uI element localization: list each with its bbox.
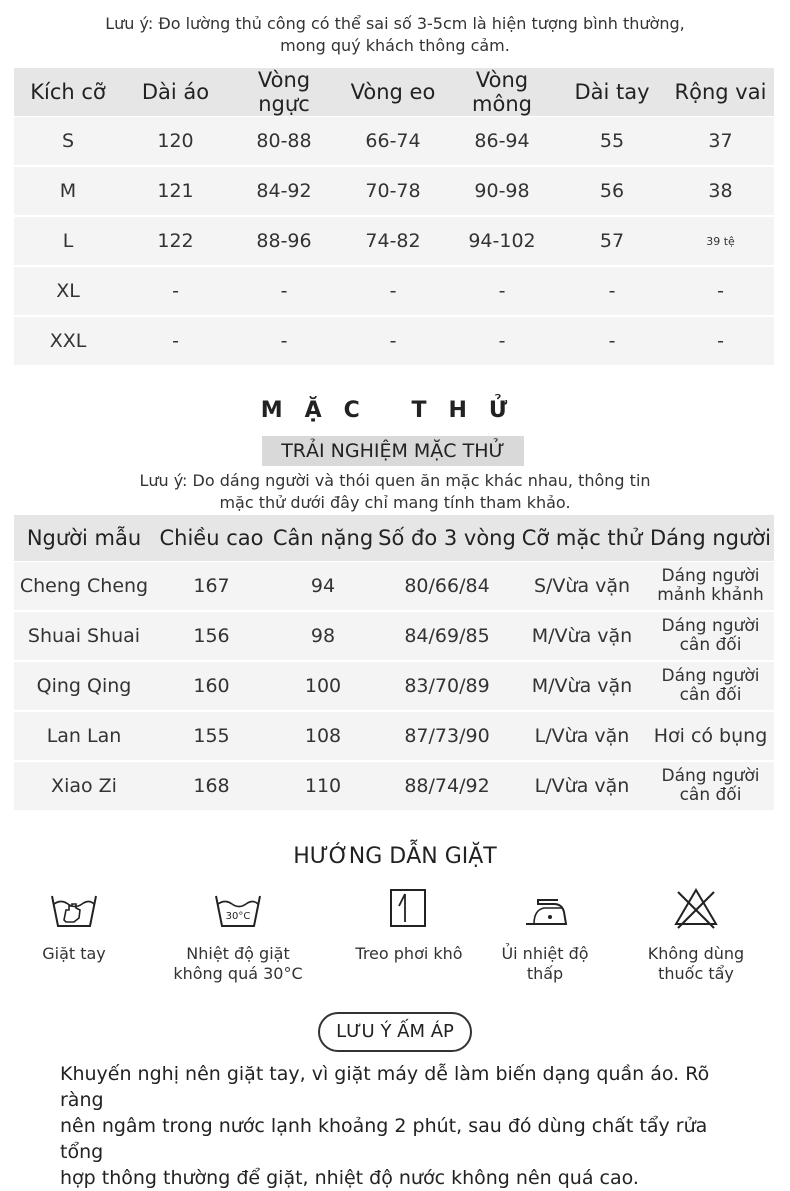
size-table-header	[14, 68, 774, 117]
tryon-subtitle: TRẢI NGHIỆM MẶC THỬ	[262, 436, 524, 466]
table-row	[14, 661, 774, 711]
care-pill: LƯU Ý ẤM ÁP	[318, 1012, 472, 1052]
header-cell: Chiều cao	[154, 515, 269, 562]
table-cell: M/Vừa vặn	[517, 661, 647, 711]
table-cell: 98	[269, 611, 377, 661]
table-cell: XL	[14, 266, 122, 316]
table-cell: -	[122, 266, 229, 316]
table-cell: 39 tệ	[667, 216, 774, 266]
care-paragraph	[60, 1061, 750, 1191]
table-cell: 84/69/85	[377, 611, 517, 661]
table-cell: L/Vừa vặn	[517, 761, 647, 811]
table-row	[14, 316, 774, 366]
table-row	[14, 711, 774, 761]
header-cell: Dài áo	[122, 68, 229, 117]
table-cell: 167	[154, 562, 269, 612]
table-cell: M	[14, 166, 122, 216]
wash-30c-label-line2: không quá 30°C	[173, 964, 303, 983]
table-cell: 80-88	[229, 117, 339, 167]
table-cell: 37	[667, 117, 774, 167]
table-cell: 120	[122, 117, 229, 167]
table-cell: L/Vừa vặn	[517, 711, 647, 761]
header-cell: Người mẫu	[14, 515, 154, 562]
shape-line1: Dáng người	[661, 766, 760, 786]
table-cell: 87/73/90	[377, 711, 517, 761]
shape-line2: cân đối	[679, 635, 742, 655]
table-cell: -	[557, 266, 667, 316]
shape-line2: cân đối	[679, 785, 742, 805]
care-line2: nên ngâm trong nước lạnh khoảng 2 phút, sau đó dùng chất tẩy rửa tổng	[60, 1115, 708, 1163]
table-cell: -	[667, 266, 774, 316]
table-cell: 156	[154, 611, 269, 661]
table-cell: 57	[557, 216, 667, 266]
measurement-note	[0, 13, 790, 57]
table-cell: Xiao Zi	[14, 761, 154, 811]
tryon-note-line1: Lưu ý: Do dáng người và thói quen ăn mặc khác nhau, thông tin	[139, 471, 651, 490]
header-cell: Kích cỡ	[14, 68, 122, 117]
table-cell	[647, 661, 774, 711]
tryon-note	[0, 470, 790, 514]
wash-30c-label-line1: Nhiệt độ giặt	[186, 944, 290, 963]
table-cell: Shuai Shuai	[14, 611, 154, 661]
table-cell: Lan Lan	[14, 711, 154, 761]
header-cell: Dài tay	[557, 68, 667, 117]
measurement-note-line2: mong quý khách thông cảm.	[280, 36, 510, 55]
table-cell: -	[447, 266, 557, 316]
table-cell: 55	[557, 117, 667, 167]
drip-dry-label-line1: Treo phơi khô	[355, 944, 463, 963]
table-cell: -	[447, 316, 557, 366]
header-cell: Vòng eo	[339, 68, 447, 117]
shape-line1: Dáng người	[661, 666, 760, 686]
no-bleach-label-line1: Không dùng	[647, 944, 745, 963]
size-table	[14, 68, 774, 367]
table-cell: 70-78	[339, 166, 447, 216]
wash-30c-badge: 30°C	[225, 911, 251, 922]
table-cell: -	[122, 316, 229, 366]
iron-low-label	[465, 944, 625, 984]
table-row	[14, 117, 774, 167]
header-cell: Số đo 3 vòng	[377, 515, 517, 562]
tryon-table	[14, 515, 774, 812]
table-cell: 56	[557, 166, 667, 216]
table-cell: 108	[269, 711, 377, 761]
header-cell: Rộng vai	[667, 68, 774, 117]
shape-line1: Dáng người	[661, 616, 760, 636]
table-cell: 94	[269, 562, 377, 612]
table-row	[14, 761, 774, 811]
table-cell: 110	[269, 761, 377, 811]
table-cell: 155	[154, 711, 269, 761]
tryon-note-line2: mặc thử dưới đây chỉ mang tính tham khảo.	[219, 493, 571, 512]
header-cell: Vòng ngực	[229, 68, 339, 117]
shape-line1: Dáng người	[661, 566, 760, 586]
table-row	[14, 562, 774, 612]
table-row	[14, 266, 774, 316]
iron-low-label-line1: Ủi nhiệt độ	[501, 944, 589, 963]
header-cell: Cân nặng	[269, 515, 377, 562]
header-cell: Vòng mông	[447, 68, 557, 117]
no-bleach-label-line2: thuốc tẩy	[658, 964, 734, 983]
no-bleach-icon	[670, 886, 722, 930]
table-cell: -	[557, 316, 667, 366]
table-cell: 122	[122, 216, 229, 266]
measurement-note-line1: Lưu ý: Đo lường thủ công có thể sai số 3-5cm là hiện tượng bình thường,	[105, 14, 685, 33]
iron-low-label-line2: thấp	[526, 964, 564, 983]
table-cell: 160	[154, 661, 269, 711]
table-cell: 74-82	[339, 216, 447, 266]
table-cell: 38	[667, 166, 774, 216]
table-row	[14, 611, 774, 661]
wash-30c-label	[158, 944, 318, 984]
table-cell: 168	[154, 761, 269, 811]
table-cell: 86-94	[447, 117, 557, 167]
wash-30c-icon	[212, 888, 264, 932]
table-cell	[647, 562, 774, 612]
table-cell: S	[14, 117, 122, 167]
tryon-title: MẶC THỬ	[260, 398, 530, 423]
table-cell: 84-92	[229, 166, 339, 216]
table-cell: 88-96	[229, 216, 339, 266]
table-cell: 66-74	[339, 117, 447, 167]
table-cell: Qing Qing	[14, 661, 154, 711]
hand-wash-label	[0, 944, 154, 964]
table-cell: -	[339, 316, 447, 366]
header-cell: Cỡ mặc thử	[517, 515, 647, 562]
table-row	[14, 216, 774, 266]
table-cell: 88/74/92	[377, 761, 517, 811]
hand-wash-icon	[48, 888, 100, 932]
table-cell: Cheng Cheng	[14, 562, 154, 612]
header-cell: Dáng người	[647, 515, 774, 562]
drip-dry-icon	[383, 886, 435, 930]
table-cell	[647, 761, 774, 811]
wash-title: HƯỚNG DẪN GIẶT	[293, 844, 497, 869]
hand-wash-label-line1: Giặt tay	[42, 944, 106, 963]
table-cell: 100	[269, 661, 377, 711]
table-cell: 94-102	[447, 216, 557, 266]
no-bleach-label	[616, 944, 776, 984]
table-cell: 80/66/84	[377, 562, 517, 612]
iron-low-icon	[520, 888, 572, 932]
table-cell: 83/70/89	[377, 661, 517, 711]
shape-line2: mảnh khảnh	[657, 585, 764, 605]
table-cell: -	[229, 316, 339, 366]
shape-line2: cân đối	[679, 685, 742, 705]
table-cell: S/Vừa vặn	[517, 562, 647, 612]
table-cell: -	[339, 266, 447, 316]
table-cell: 90-98	[447, 166, 557, 216]
table-cell: -	[667, 316, 774, 366]
table-cell	[647, 611, 774, 661]
table-cell: L	[14, 216, 122, 266]
table-cell: 121	[122, 166, 229, 216]
care-line1: Khuyến nghị nên giặt tay, vì giặt máy dễ làm biến dạng quần áo. Rõ ràng	[60, 1063, 710, 1111]
table-cell: -	[229, 266, 339, 316]
table-row	[14, 166, 774, 216]
table-cell: Hơi có bụng	[647, 711, 774, 761]
tryon-table-header	[14, 515, 774, 562]
table-cell: XXL	[14, 316, 122, 366]
care-line3: hợp thông thường để giặt, nhiệt độ nước không nên quá cao.	[60, 1167, 639, 1189]
table-cell: M/Vừa vặn	[517, 611, 647, 661]
